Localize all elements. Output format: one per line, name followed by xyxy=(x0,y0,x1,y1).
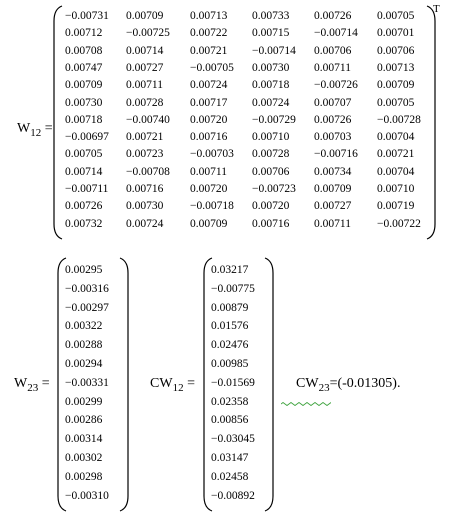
cw12-cell: 0.02358 xyxy=(211,395,249,408)
w12-cell: 0.00708 xyxy=(65,44,103,57)
w12-cell: 0.00726 xyxy=(314,10,352,22)
w12-cell: 0.00704 xyxy=(377,131,415,144)
w23-subscript: 23 xyxy=(27,381,39,394)
w12-cell: 0.00703 xyxy=(314,131,352,144)
w23-name: W xyxy=(14,376,28,391)
w12-transpose-superscript: T xyxy=(433,3,440,15)
w23-cell: −0.00310 xyxy=(65,489,109,502)
spellcheck-underline xyxy=(281,393,331,411)
w12-cell: 0.00713 xyxy=(377,61,415,74)
w12-cell: 0.00721 xyxy=(377,148,415,161)
cw23-value: =(-0.01305). xyxy=(329,376,401,391)
w12-cell: 0.00711 xyxy=(314,217,351,230)
cw12-cell: 0.03147 xyxy=(211,452,249,464)
w12-label xyxy=(17,121,53,139)
cw12-cell: 0.00879 xyxy=(211,301,249,314)
w12-cell: 0.00718 xyxy=(252,79,290,92)
w12-cell: −0.00705 xyxy=(190,61,234,74)
w12-cell: 0.00733 xyxy=(252,10,290,22)
w12-cell: 0.00730 xyxy=(126,200,164,213)
w23-cell: 0.00314 xyxy=(65,433,103,446)
w12-cell: −0.00708 xyxy=(126,165,170,178)
w12-cell: −0.00718 xyxy=(190,200,234,213)
cw12-cell: 0.02476 xyxy=(211,339,249,352)
w12-cell: 0.00717 xyxy=(190,96,228,109)
w12-cell: 0.00710 xyxy=(377,183,415,195)
w12-cell: 0.00714 xyxy=(65,165,103,178)
w12-cell: −0.00722 xyxy=(377,217,421,230)
w23-right-paren xyxy=(118,257,130,512)
w12-cell: 0.00730 xyxy=(65,96,103,109)
w12-cell: 0.00734 xyxy=(314,165,352,178)
w12-cell: 0.00724 xyxy=(190,79,228,92)
w23-cell: 0.00322 xyxy=(65,320,103,333)
w12-cell: 0.00716 xyxy=(190,131,228,144)
w12-cell: 0.00706 xyxy=(252,165,290,178)
cw12-right-paren xyxy=(263,257,275,512)
w12-cell: 0.00728 xyxy=(126,96,164,109)
cw12-cell: −0.03045 xyxy=(211,433,255,446)
w23-cell: 0.00298 xyxy=(65,470,103,483)
w12-name: W xyxy=(17,121,31,136)
w23-cell: 0.00299 xyxy=(65,395,103,408)
w12-cell: 0.00705 xyxy=(377,96,415,109)
cw12-name: CW xyxy=(150,376,173,391)
w23-cell: 0.00286 xyxy=(65,414,103,427)
w12-cell: 0.00724 xyxy=(252,96,290,109)
w12-cell: 0.00727 xyxy=(314,200,352,213)
w23-equals: = xyxy=(41,376,50,391)
w12-cell: 0.00747 xyxy=(65,61,103,74)
w12-cell: 0.00709 xyxy=(377,79,415,92)
w12-cell: 0.00730 xyxy=(252,61,290,74)
cw12-subscript: 12 xyxy=(172,381,184,394)
cw12-label xyxy=(150,376,195,394)
w12-cell: 0.00704 xyxy=(377,165,415,178)
w12-cell: −0.00703 xyxy=(190,148,234,161)
w12-equals: = xyxy=(44,121,53,136)
w12-cell: 0.00732 xyxy=(65,217,103,230)
w12-cell: 0.00711 xyxy=(126,79,163,92)
w23-cell: 0.00295 xyxy=(65,264,103,276)
w12-cell: 0.00711 xyxy=(314,61,351,74)
w12-cell: 0.00720 xyxy=(190,113,228,126)
w12-cell: −0.00740 xyxy=(126,113,170,126)
w12-cell: −0.00714 xyxy=(252,44,296,57)
w12-subscript: 12 xyxy=(30,126,42,139)
w12-cell: 0.00709 xyxy=(65,79,103,92)
w12-cell: 0.00710 xyxy=(252,131,290,144)
w23-cell: −0.00316 xyxy=(65,282,109,295)
w12-cell: −0.00729 xyxy=(252,113,296,126)
cw12-cell: 0.00985 xyxy=(211,358,249,370)
w12-cell: 0.00721 xyxy=(126,131,164,144)
w23-cell: −0.00297 xyxy=(65,301,109,314)
w12-cell: 0.00716 xyxy=(126,183,164,195)
w12-cell: 0.00728 xyxy=(252,148,290,161)
w12-cell: 0.00716 xyxy=(252,217,290,230)
w12-cell: −0.00716 xyxy=(314,148,358,161)
w12-cell: 0.00706 xyxy=(314,44,352,57)
w12-cell: 0.00701 xyxy=(377,27,415,40)
w12-cell: 0.00727 xyxy=(126,61,164,74)
w23-cell: 0.00294 xyxy=(65,358,103,370)
w12-cell: 0.00709 xyxy=(190,217,228,230)
w12-cell: −0.00725 xyxy=(126,27,170,40)
w12-cell: 0.00722 xyxy=(190,27,228,40)
w12-cell: 0.00723 xyxy=(126,148,164,161)
w12-cell: 0.00720 xyxy=(190,183,228,195)
w12-cell: 0.00712 xyxy=(65,27,103,40)
w23-cell: 0.00288 xyxy=(65,339,103,352)
cw12-cell: 0.01576 xyxy=(211,320,249,333)
w12-cell: −0.00731 xyxy=(65,10,109,22)
cw12-cell: 0.00856 xyxy=(211,414,249,427)
cw23-subscript: 23 xyxy=(318,381,330,394)
w12-cell: 0.00720 xyxy=(252,200,290,213)
cw12-cell: −0.01569 xyxy=(211,376,255,389)
w12-cell: 0.00715 xyxy=(252,27,290,40)
cw12-cell: 0.02458 xyxy=(211,470,249,483)
cw12-cell: −0.00775 xyxy=(211,282,255,295)
cw23-expression xyxy=(296,376,400,394)
cw12-equals: = xyxy=(187,376,195,391)
w12-cell: 0.00705 xyxy=(65,148,103,161)
w12-cell: −0.00711 xyxy=(65,183,109,195)
w12-cell: 0.00707 xyxy=(314,96,352,109)
w12-cell: 0.00719 xyxy=(377,200,415,213)
cw12-cell: −0.00892 xyxy=(211,489,255,502)
w12-right-paren xyxy=(425,5,437,240)
w12-cell: 0.00724 xyxy=(126,217,164,230)
w12-cell: 0.00721 xyxy=(190,44,228,57)
w12-cell: 0.00726 xyxy=(65,200,103,213)
cw12-cell: 0.03217 xyxy=(211,264,249,276)
w12-cell: 0.00706 xyxy=(377,44,415,57)
w12-cell: 0.00705 xyxy=(377,10,415,22)
w12-cell: 0.00718 xyxy=(65,113,103,126)
w12-cell: 0.00711 xyxy=(190,165,227,178)
w12-left-paren xyxy=(52,5,64,240)
w23-cell: 0.00302 xyxy=(65,452,103,464)
w12-cell: 0.00713 xyxy=(190,10,228,22)
w12-cell: −0.00714 xyxy=(314,27,358,40)
w12-cell: 0.00709 xyxy=(126,10,164,22)
w12-cell: −0.00723 xyxy=(252,183,296,195)
w12-cell: 0.00714 xyxy=(126,44,164,57)
w12-cell: 0.00709 xyxy=(314,183,352,195)
w12-cell: −0.00726 xyxy=(314,79,358,92)
w12-cell: −0.00697 xyxy=(65,131,109,144)
w12-cell: 0.00726 xyxy=(314,113,352,126)
w12-cell: −0.00728 xyxy=(377,113,421,126)
cw23-name: CW xyxy=(296,376,319,391)
w23-cell: −0.00331 xyxy=(65,376,109,389)
w23-label xyxy=(14,376,50,394)
